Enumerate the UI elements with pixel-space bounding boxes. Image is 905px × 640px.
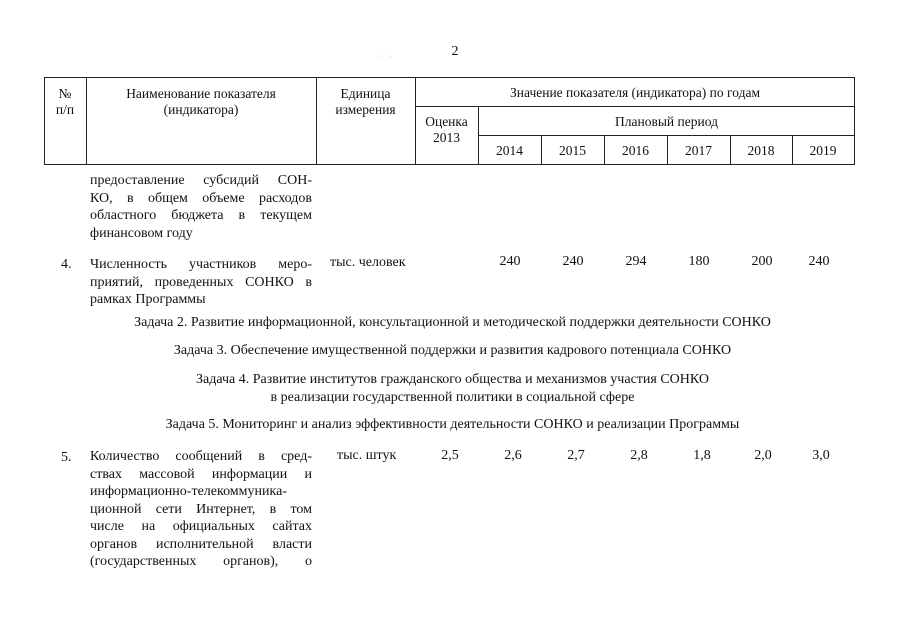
- header-unit-line1: Единица: [340, 86, 391, 101]
- row4-unit: тыс. человек: [330, 255, 406, 270]
- header-estimate: [415, 114, 478, 146]
- continuation-line: предоставление субсидий СОН-: [90, 173, 312, 188]
- row4-name-line: Численность участников меро-: [90, 257, 312, 272]
- row5-value-2019: 3,0: [812, 448, 830, 463]
- row5-value-2017: 1,8: [693, 448, 711, 463]
- header-values-divider: [415, 106, 855, 107]
- row4-name-line: рамках Программы: [90, 292, 206, 307]
- row5-name-line: ционной сети Интернет, в том: [90, 501, 312, 517]
- header-num-line2: п/п: [55, 102, 75, 117]
- row4-value-2019: 240: [808, 254, 830, 269]
- row5-value-2018: 2,0: [754, 448, 772, 463]
- row5-value-2014: 2,6: [504, 448, 522, 463]
- header-unit-line2: измерения: [335, 102, 396, 117]
- row4-value-2015: 240: [562, 254, 584, 269]
- row5-name-line: информационно-телекоммуника-: [90, 484, 287, 499]
- row4-name-line: приятий, проведенных СОНКО в: [90, 274, 312, 290]
- row4-num: 4.: [61, 257, 72, 272]
- row5-value-2015: 2,7: [567, 448, 585, 463]
- header-year-2014: 2014: [496, 143, 523, 158]
- task-3-heading: Задача 3. Обеспечение имущественной поддержки и развития кадрового потенциала СОНКО: [173, 343, 732, 358]
- header-bottom-border: [44, 164, 855, 165]
- header-num-line1: №: [58, 86, 72, 101]
- header-year-2016: 2016: [622, 143, 649, 158]
- continuation-text: [90, 172, 312, 242]
- row5-name-line: числе на официальных сайтах: [90, 519, 312, 534]
- page-number: 2: [451, 44, 459, 59]
- task-4-heading: [0, 371, 905, 407]
- row4-value-2014: 240: [499, 254, 521, 269]
- continuation-line: КО, в общем объеме расходов: [90, 190, 312, 206]
- row4-value-2017: 180: [688, 254, 710, 269]
- task-5-heading: Задача 5. Мониторинг и анализ эффективности деятельности СОНКО и реализации Программы: [165, 417, 740, 432]
- header-name-line1: Наименование показателя: [126, 86, 276, 101]
- row5-name: [90, 448, 312, 571]
- row5-value-2013: 2,5: [441, 448, 459, 463]
- header-num: [44, 86, 86, 118]
- header-planned-period: Плановый период: [615, 114, 718, 129]
- header-name-line2: (индикатора): [163, 102, 239, 117]
- header-name: [86, 86, 316, 118]
- row5-value-2016: 2,8: [630, 448, 648, 463]
- task-4-heading-line2: в реализации государственной политики в социальной сфере: [270, 390, 635, 405]
- header-values: Значение показателя (индикатора) по годам: [510, 85, 760, 100]
- scan-specks: · ·: [378, 54, 396, 60]
- row5-num: 5.: [61, 450, 72, 465]
- row4-value-2016: 294: [625, 254, 647, 269]
- row4-name: [90, 256, 312, 309]
- task-4-heading-line1: Задача 4. Развитие институтов гражданского общества и механизмов участия СОНКО: [196, 372, 709, 387]
- row4-value-2018: 200: [751, 254, 773, 269]
- header-estimate-line1: Оценка: [425, 114, 468, 129]
- row5-name-line: Количество сообщений в сред-: [90, 449, 312, 464]
- row5-name-line: ствах массовой информации и: [90, 466, 312, 482]
- header-year-2019: 2019: [809, 143, 837, 158]
- task-2-heading: Задача 2. Развитие информационной, консультационной и методической поддержки деятельности СОНКО: [134, 315, 771, 330]
- row5-name-line: (государственных органов), о: [90, 554, 312, 569]
- header-top-border: [44, 77, 855, 78]
- row5-unit: тыс. штук: [337, 448, 397, 463]
- header-unit: [316, 86, 415, 118]
- header-year-2018: 2018: [747, 143, 775, 158]
- header-estimate-line2: 2013: [433, 130, 460, 145]
- continuation-line: областного бюджета в текущем: [90, 208, 312, 223]
- header-year-2017: 2017: [685, 143, 712, 158]
- row5-name-line: органов исполнительной власти: [90, 536, 312, 552]
- continuation-line: финансовом году: [90, 225, 193, 241]
- header-year-2015: 2015: [559, 143, 586, 158]
